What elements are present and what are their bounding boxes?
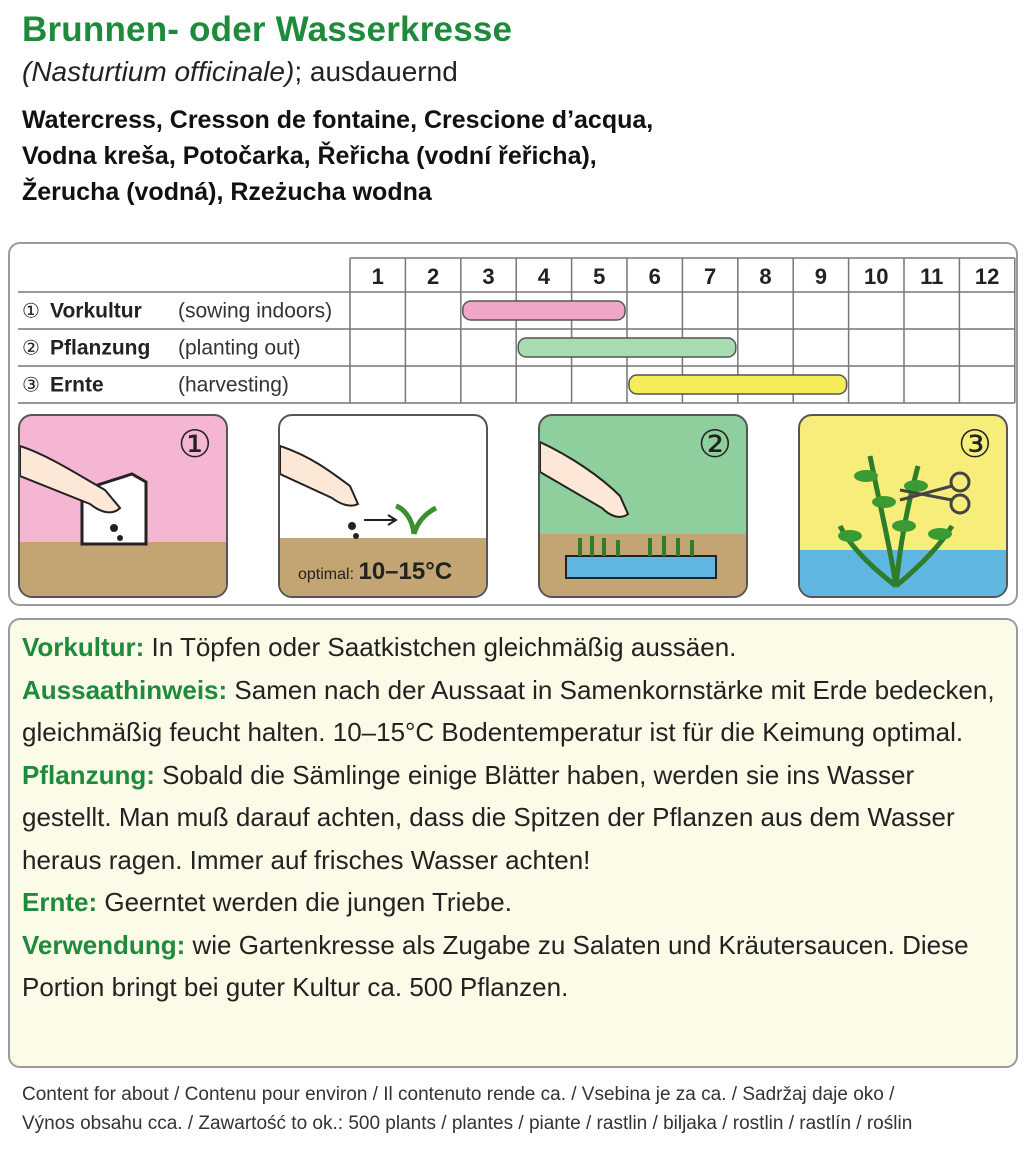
text-ernte: Geerntet werden die jungen Triebe.: [97, 887, 512, 917]
names-line: Žerucha (vodná), Rzeżucha wodna: [22, 178, 432, 206]
para-verwendung: [22, 924, 1007, 1009]
month-label: 4: [537, 264, 551, 289]
month-label: 3: [482, 264, 495, 289]
row-translation: (harvesting): [178, 373, 289, 397]
temp-prefix: optimal:: [298, 566, 355, 583]
month-label: 5: [593, 264, 606, 289]
row-number: ②: [22, 335, 40, 360]
para-aussaat: [22, 669, 1007, 754]
para-ernte: [22, 881, 1007, 924]
latin-name: [22, 56, 458, 88]
period-bar: [629, 375, 847, 394]
sowing-calendar: [10, 244, 1016, 409]
illustration-sowing-indoors: [18, 414, 228, 598]
month-label: 9: [814, 264, 828, 289]
instructions-box: [8, 618, 1018, 1068]
temp-value: 10–15°C: [358, 558, 453, 585]
para-vorkultur: [22, 626, 1007, 669]
names-line: Vodna kreša, Potočarka, Řeřicha (vodní řeřicha),: [22, 142, 597, 170]
page-title: Brunnen- oder Wasserkresse: [22, 10, 513, 49]
label-vorkultur: Vorkultur:: [22, 632, 145, 662]
common-names: [22, 102, 653, 210]
row-translation: (sowing indoors): [178, 299, 333, 323]
month-label: 1: [371, 264, 384, 289]
row-name: Pflanzung: [50, 336, 151, 360]
label-aussaat: Aussaathinweis:: [22, 674, 228, 705]
step-number: ②: [697, 422, 732, 466]
row-name: Vorkultur: [50, 299, 142, 323]
month-label: 7: [703, 264, 717, 289]
month-label: 8: [759, 264, 772, 289]
temperature-label: [298, 558, 452, 586]
row-translation: (planting out): [178, 336, 301, 360]
month-label: 6: [648, 264, 661, 289]
month-label: 2: [426, 264, 440, 289]
step-number: ③: [957, 422, 992, 466]
footer-line: Výnos obsahu cca. / Zawartość to ok.: 500 plants / plantes / piante / rastlin / biljaka / rostlin / rastlín / roślin: [22, 1113, 913, 1134]
footer: [22, 1080, 912, 1138]
row-name: Ernte: [50, 373, 104, 397]
period-bar: [463, 301, 625, 320]
instructions-text: [22, 626, 1007, 1009]
latin-italic: (Nasturtium officinale): [22, 56, 295, 87]
row-number: ①: [22, 298, 40, 323]
label-pflanzung: Pflanzung:: [22, 759, 155, 790]
text-vorkultur: In Töpfen oder Saatkistchen gleichmäßig aussäen.: [144, 632, 737, 662]
step-number: ①: [177, 422, 212, 466]
calendar-box: [8, 242, 1018, 606]
illustration-harvest: [798, 414, 1008, 598]
illustration-germination: [278, 414, 488, 598]
latin-suffix: ; ausdauernd: [294, 56, 458, 87]
month-label: 10: [864, 264, 889, 289]
illustration-planting-out: [538, 414, 748, 598]
names-line: Watercress, Cresson de fontaine, Crescione d’acqua,: [22, 106, 654, 134]
text-pflanzung: Sobald die Sämlinge einige Blätter haben, werden sie ins Wasser gestellt. Man muß darauf achten, dass die Spitzen der Pflanzen aus dem Wasser heraus ragen. Immer auf frisches Wasser achten!: [22, 759, 955, 875]
label-verwendung: Verwendung:: [22, 929, 186, 960]
text-verwendung: wie Gartenkresse als Zugabe zu Salaten und Kräutersaucen. Diese Portion bringt bei guter Kultur ca. 500 Pflanzen.: [22, 929, 969, 1002]
period-bar: [518, 338, 736, 357]
label-ernte: Ernte:: [22, 887, 98, 917]
month-label: 11: [920, 264, 944, 289]
text-aussaat: Samen nach der Aussaat in Samenkornstärke mit Erde bedecken, gleichmäßig feucht halten. 10–15°C Bodentemperatur ist für die Keimung optimal.: [22, 674, 995, 747]
para-pflanzung: [22, 754, 1007, 882]
month-label: 12: [974, 264, 1000, 289]
footer-line: Content for about / Contenu pour environ / Il contenuto rende ca. / Vsebina je za ca. / Sadržaj daje oko /: [22, 1084, 895, 1105]
row-number: ③: [22, 372, 40, 397]
